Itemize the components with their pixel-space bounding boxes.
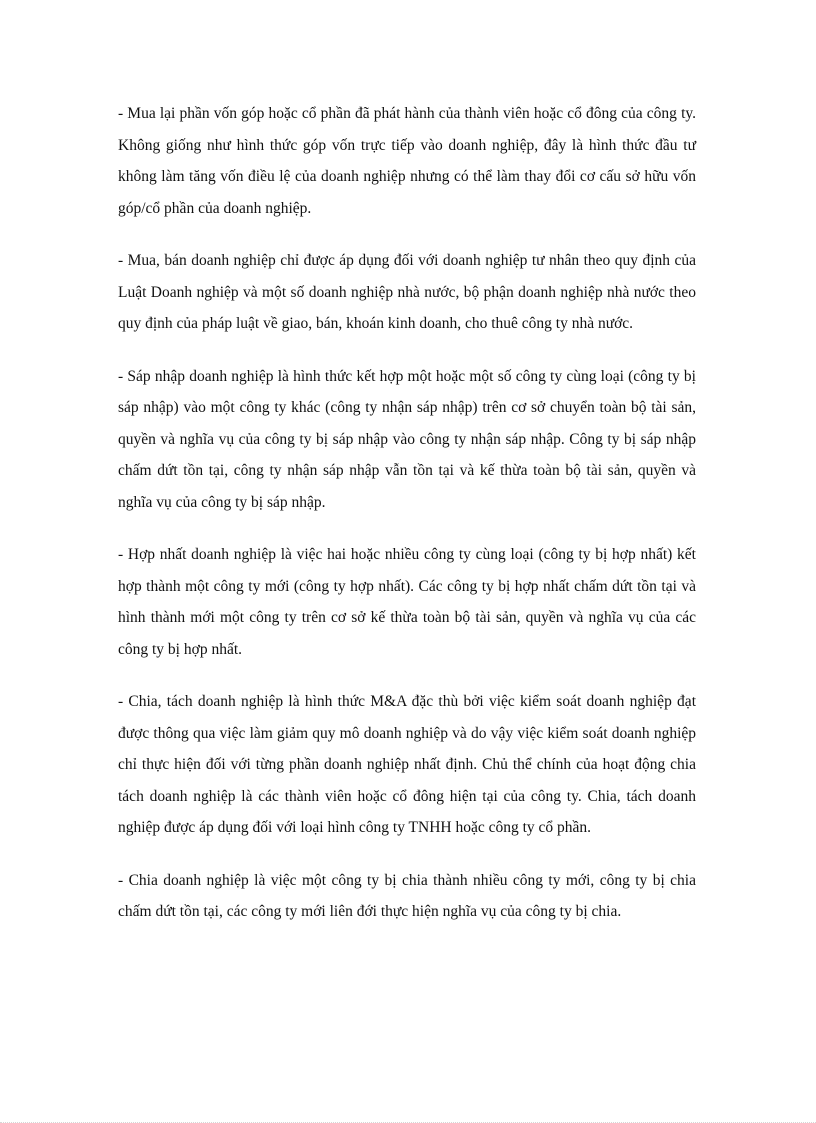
paragraph-consolidation: - Hợp nhất doanh nghiệp là việc hai hoặc nhiều công ty cùng loại (công ty bị hợp nhất) kết hợp thành một công ty mới (công ty hợp nhất). Các công ty bị hợp nhất chấm dứt tồn tại và hình thành mới một công ty trên cơ sở kế thừa toàn bộ tài sản, quyền và nghĩa vụ của các công ty bị hợp nhất.	[118, 546, 696, 658]
document-body	[118, 98, 696, 949]
paragraph-division-separation: - Chia, tách doanh nghiệp là hình thức M&A đặc thù bởi việc kiểm soát doanh nghiệp đạt được thông qua việc làm giảm quy mô doanh nghiệp và do vậy việc kiểm soát doanh nghiệp chỉ thực hiện đối với từng phần doanh nghiệp nhất định. Chủ thể chính của hoạt động chia tách doanh nghiệp là các thành viên hoặc cổ đông hiện tại của công ty. Chia, tách doanh nghiệp được áp dụng đối với loại hình công ty TNHH hoặc công ty cổ phần.	[118, 693, 696, 836]
paragraph-enterprise-sale: - Mua, bán doanh nghiệp chỉ được áp dụng đối với doanh nghiệp tư nhân theo quy định của Luật Doanh nghiệp và một số doanh nghiệp nhà nước, bộ phận doanh nghiệp nhà nước theo quy định của pháp luật về giao, bán, khoán kinh doanh, cho thuê công ty nhà nước.	[118, 252, 696, 332]
paragraph-merger-absorption: - Sáp nhập doanh nghiệp là hình thức kết hợp một hoặc một số công ty cùng loại (công ty bị sáp nhập) vào một công ty khác (công ty nhận sáp nhập) trên cơ sở chuyển toàn bộ tài sản, quyền và nghĩa vụ của công ty bị sáp nhập vào công ty nhận sáp nhập. Công ty bị sáp nhập chấm dứt tồn tại, công ty nhận sáp nhập vẫn tồn tại và kế thừa toàn bộ tài sản, quyền và nghĩa vụ của công ty bị sáp nhập.	[118, 367, 696, 511]
paragraph-division: - Chia doanh nghiệp là việc một công ty bị chia thành nhiều công ty mới, công ty bị chia chấm dứt tồn tại, các công ty mới liên đới thực hiện nghĩa vụ của công ty bị chia.	[118, 871, 696, 920]
paragraph-share-acquisition: - Mua lại phần vốn góp hoặc cổ phần đã phát hành của thành viên hoặc cổ đông của công ty. Không giống như hình thức góp vốn trực tiếp vào doanh nghiệp, đây là hình thức đầu tư không làm tăng vốn điều lệ của doanh nghiệp nhưng có thể làm thay đổi cơ cấu sở hữu vốn góp/cổ phần của doanh nghiệp.	[118, 105, 696, 217]
